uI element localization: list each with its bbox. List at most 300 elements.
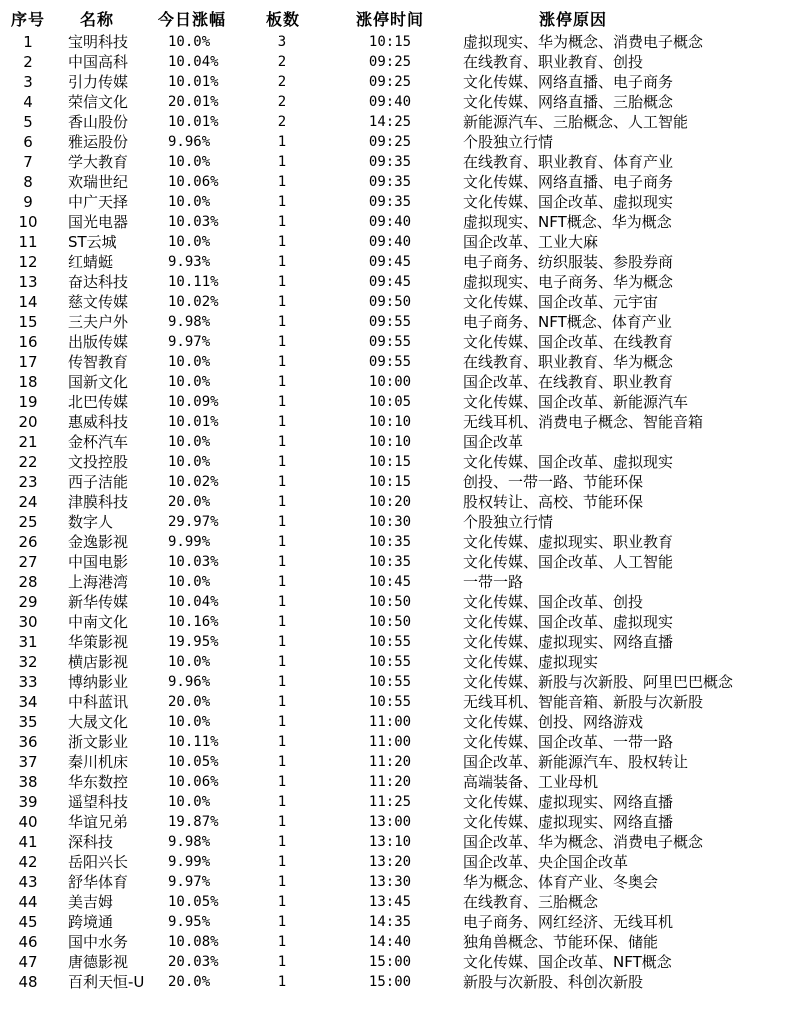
row-change: 10.0%	[168, 714, 211, 730]
table-row	[0, 812, 800, 832]
row-limit-time: 13:45	[368, 894, 412, 910]
row-reason: 在线教育、职业教育、华为概念	[463, 353, 674, 371]
table-row	[0, 32, 800, 52]
row-boards: 3	[277, 34, 287, 50]
row-reason: 文化传媒、国企改革、元宇宙	[463, 293, 659, 311]
table-row	[0, 272, 800, 292]
row-boards: 1	[277, 834, 287, 850]
table-row	[0, 512, 800, 532]
row-reason: 文化传媒、国企改革、新能源汽车	[463, 393, 689, 411]
row-name: 中南文化	[68, 613, 129, 631]
table-row	[0, 152, 800, 172]
row-name: 新华传媒	[68, 593, 129, 611]
row-limit-time: 10:15	[368, 454, 412, 470]
row-boards: 1	[277, 354, 287, 370]
row-change: 10.0%	[168, 194, 211, 210]
row-reason: 虚拟现实、电子商务、华为概念	[463, 273, 674, 291]
row-reason: 国企改革、央企国企改革	[463, 853, 629, 871]
row-boards: 1	[277, 574, 287, 590]
table-row	[0, 332, 800, 352]
row-index: 13	[18, 273, 38, 291]
row-index: 3	[23, 73, 33, 91]
row-limit-time: 15:00	[368, 974, 412, 990]
row-index: 47	[18, 953, 38, 971]
row-change: 10.04%	[168, 594, 219, 610]
row-limit-time: 10:05	[368, 394, 412, 410]
row-boards: 2	[277, 74, 287, 90]
row-change: 10.04%	[168, 54, 219, 70]
row-boards: 1	[277, 694, 287, 710]
table-header	[0, 8, 800, 32]
table-row	[0, 252, 800, 272]
row-boards: 1	[277, 954, 287, 970]
row-boards: 1	[277, 454, 287, 470]
row-change: 9.97%	[168, 874, 211, 890]
row-change: 10.09%	[168, 394, 219, 410]
table-row	[0, 112, 800, 132]
row-index: 2	[23, 53, 33, 71]
table-row	[0, 672, 800, 692]
row-name: 西子洁能	[68, 473, 129, 491]
row-index: 5	[23, 113, 33, 131]
row-reason: 华为概念、体育产业、冬奥会	[463, 873, 659, 891]
row-boards: 1	[277, 814, 287, 830]
row-reason: 国企改革	[463, 433, 524, 451]
table-row	[0, 912, 800, 932]
row-limit-time: 10:55	[368, 654, 412, 670]
row-boards: 1	[277, 274, 287, 290]
table-row	[0, 412, 800, 432]
row-index: 42	[18, 853, 38, 871]
row-limit-time: 09:35	[368, 154, 412, 170]
row-index: 45	[18, 913, 38, 931]
row-limit-time: 09:45	[368, 254, 412, 270]
row-name: 引力传媒	[68, 73, 129, 91]
row-index: 4	[23, 93, 33, 111]
row-limit-time: 11:25	[368, 794, 412, 810]
row-change: 9.99%	[168, 534, 211, 550]
row-reason: 电子商务、网红经济、无线耳机	[463, 913, 674, 931]
row-index: 37	[18, 753, 38, 771]
row-change: 10.11%	[168, 274, 219, 290]
row-name: 舒华体育	[68, 873, 129, 891]
table-row	[0, 632, 800, 652]
row-change: 9.95%	[168, 914, 211, 930]
row-boards: 1	[277, 774, 287, 790]
row-boards: 2	[277, 114, 287, 130]
row-change: 9.93%	[168, 254, 211, 270]
row-limit-time: 10:10	[368, 434, 412, 450]
row-limit-time: 09:55	[368, 354, 412, 370]
row-change: 9.99%	[168, 854, 211, 870]
row-boards: 1	[277, 554, 287, 570]
row-index: 48	[18, 973, 38, 991]
row-index: 44	[18, 893, 38, 911]
row-boards: 1	[277, 494, 287, 510]
row-reason: 文化传媒、网络直播、电子商务	[463, 173, 674, 191]
row-name: 唐德影视	[68, 953, 129, 971]
row-boards: 1	[277, 534, 287, 550]
row-boards: 1	[277, 794, 287, 810]
table-body	[0, 32, 800, 992]
row-index: 10	[18, 213, 38, 231]
row-name: 数字人	[68, 513, 114, 531]
row-limit-time: 09:25	[368, 134, 412, 150]
row-change: 10.0%	[168, 654, 211, 670]
table-row	[0, 872, 800, 892]
row-index: 7	[23, 153, 33, 171]
table-row	[0, 652, 800, 672]
limit-up-table	[0, 8, 800, 992]
table-row	[0, 172, 800, 192]
row-reason: 独角兽概念、节能环保、储能	[463, 933, 659, 951]
row-boards: 1	[277, 614, 287, 630]
row-index: 29	[18, 593, 38, 611]
row-boards: 1	[277, 874, 287, 890]
row-reason: 文化传媒、国企改革、人工智能	[463, 553, 674, 571]
row-boards: 1	[277, 334, 287, 350]
row-boards: 1	[277, 134, 287, 150]
header-change: 今日涨幅	[158, 10, 227, 29]
row-index: 15	[18, 313, 38, 331]
table-row	[0, 852, 800, 872]
row-index: 20	[18, 413, 38, 431]
row-change: 20.0%	[168, 694, 211, 710]
row-change: 9.98%	[168, 314, 211, 330]
row-change: 9.98%	[168, 834, 211, 850]
table-row	[0, 232, 800, 252]
row-reason: 虚拟现实、NFT概念、华为概念	[463, 213, 672, 231]
row-limit-time: 10:20	[368, 494, 412, 510]
row-index: 17	[18, 353, 38, 371]
row-reason: 国企改革、工业大麻	[463, 233, 599, 251]
row-change: 19.95%	[168, 634, 219, 650]
row-name: ST云城	[68, 233, 117, 251]
row-reason: 股权转让、高校、节能环保	[463, 493, 644, 511]
row-limit-time: 10:10	[368, 414, 412, 430]
table-row	[0, 532, 800, 552]
row-name: 上海港湾	[68, 573, 129, 591]
row-index: 33	[18, 673, 38, 691]
row-name: 学大教育	[68, 153, 129, 171]
table-row	[0, 52, 800, 72]
row-limit-time: 09:35	[368, 174, 412, 190]
row-index: 6	[23, 133, 33, 151]
row-index: 41	[18, 833, 38, 851]
row-change: 10.0%	[168, 34, 211, 50]
row-index: 38	[18, 773, 38, 791]
table-row	[0, 732, 800, 752]
row-name: 百利天恒-U	[68, 973, 145, 991]
table-row	[0, 952, 800, 972]
row-index: 1	[23, 33, 33, 51]
table-row	[0, 832, 800, 852]
row-change: 10.02%	[168, 294, 219, 310]
row-limit-time: 09:40	[368, 94, 412, 110]
row-index: 19	[18, 393, 38, 411]
row-name: 跨境通	[68, 913, 114, 931]
row-limit-time: 10:35	[368, 554, 412, 570]
row-boards: 1	[277, 294, 287, 310]
row-change: 9.97%	[168, 334, 211, 350]
row-limit-time: 10:50	[368, 594, 412, 610]
row-index: 24	[18, 493, 38, 511]
row-limit-time: 10:55	[368, 694, 412, 710]
row-limit-time: 14:40	[368, 934, 412, 950]
table-row	[0, 452, 800, 472]
row-change: 10.05%	[168, 894, 219, 910]
row-name: 大晟文化	[68, 713, 129, 731]
row-limit-time: 13:30	[368, 874, 412, 890]
row-boards: 1	[277, 654, 287, 670]
row-boards: 1	[277, 194, 287, 210]
table-row	[0, 792, 800, 812]
row-change: 9.96%	[168, 674, 211, 690]
row-boards: 1	[277, 934, 287, 950]
row-reason: 在线教育、三胎概念	[463, 893, 599, 911]
row-name: 三夫户外	[68, 313, 129, 331]
row-boards: 1	[277, 894, 287, 910]
row-index: 21	[18, 433, 38, 451]
row-name: 国中水务	[68, 933, 129, 951]
row-change: 20.0%	[168, 494, 211, 510]
row-change: 10.16%	[168, 614, 219, 630]
row-reason: 文化传媒、新股与次新股、阿里巴巴概念	[463, 673, 734, 691]
table-row	[0, 692, 800, 712]
row-reason: 在线教育、职业教育、体育产业	[463, 153, 674, 171]
row-index: 35	[18, 713, 38, 731]
row-reason: 高端装备、工业母机	[463, 773, 599, 791]
row-change: 10.05%	[168, 754, 219, 770]
row-index: 27	[18, 553, 38, 571]
header-limit-time: 涨停时间	[355, 10, 424, 29]
row-name: 华谊兄弟	[68, 813, 129, 831]
header-name: 名称	[80, 10, 115, 29]
row-boards: 1	[277, 254, 287, 270]
row-boards: 1	[277, 174, 287, 190]
row-boards: 1	[277, 314, 287, 330]
row-limit-time: 10:55	[368, 674, 412, 690]
row-boards: 2	[277, 94, 287, 110]
row-limit-time: 09:45	[368, 274, 412, 290]
row-reason: 创投、一带一路、节能环保	[463, 473, 644, 491]
row-name: 遥望科技	[68, 793, 129, 811]
row-limit-time: 09:35	[368, 194, 412, 210]
table-row	[0, 292, 800, 312]
row-limit-time: 10:50	[368, 614, 412, 630]
row-name: 香山股份	[68, 113, 129, 131]
row-boards: 1	[277, 634, 287, 650]
row-index: 39	[18, 793, 38, 811]
row-reason: 文化传媒、国企改革、NFT概念	[463, 953, 672, 971]
row-limit-time: 13:00	[368, 814, 412, 830]
row-change: 9.96%	[168, 134, 211, 150]
header-boards: 板数	[265, 10, 300, 29]
row-limit-time: 15:00	[368, 954, 412, 970]
row-boards: 1	[277, 914, 287, 930]
row-change: 29.97%	[168, 514, 219, 530]
row-limit-time: 13:20	[368, 854, 412, 870]
row-name: 美吉姆	[68, 893, 114, 911]
row-limit-time: 11:20	[368, 774, 412, 790]
header-reason: 涨停原因	[538, 10, 607, 29]
row-index: 46	[18, 933, 38, 951]
row-change: 10.01%	[168, 114, 219, 130]
table-row	[0, 372, 800, 392]
row-name: 国新文化	[68, 373, 129, 391]
row-name: 华策影视	[68, 633, 129, 651]
row-change: 10.0%	[168, 794, 211, 810]
row-reason: 文化传媒、虚拟现实、职业教育	[463, 533, 674, 551]
row-index: 11	[18, 233, 38, 251]
row-change: 10.03%	[168, 554, 219, 570]
table-row	[0, 712, 800, 732]
row-change: 10.0%	[168, 434, 211, 450]
table-row	[0, 892, 800, 912]
row-boards: 1	[277, 434, 287, 450]
row-boards: 2	[277, 54, 287, 70]
row-change: 20.03%	[168, 954, 219, 970]
row-change: 10.01%	[168, 414, 219, 430]
row-reason: 虚拟现实、华为概念、消费电子概念	[463, 33, 704, 51]
table-row	[0, 552, 800, 572]
row-limit-time: 10:55	[368, 634, 412, 650]
row-name: 津膜科技	[68, 493, 129, 511]
row-name: 深科技	[68, 833, 114, 851]
row-index: 14	[18, 293, 38, 311]
row-boards: 1	[277, 394, 287, 410]
row-reason: 新能源汽车、三胎概念、人工智能	[463, 113, 689, 131]
row-limit-time: 10:15	[368, 474, 412, 490]
row-index: 8	[23, 173, 33, 191]
table-row	[0, 312, 800, 332]
row-change: 10.0%	[168, 354, 211, 370]
row-boards: 1	[277, 234, 287, 250]
table-row	[0, 72, 800, 92]
row-limit-time: 14:25	[368, 114, 412, 130]
row-change: 10.06%	[168, 774, 219, 790]
row-change: 20.0%	[168, 974, 211, 990]
row-index: 36	[18, 733, 38, 751]
table-row	[0, 472, 800, 492]
row-change: 10.0%	[168, 154, 211, 170]
row-boards: 1	[277, 374, 287, 390]
table-row	[0, 932, 800, 952]
row-name: 传智教育	[68, 353, 129, 371]
row-reason: 文化传媒、网络直播、电子商务	[463, 73, 674, 91]
row-name: 博纳影业	[68, 673, 129, 691]
row-boards: 1	[277, 734, 287, 750]
row-index: 12	[18, 253, 38, 271]
row-reason: 文化传媒、国企改革、创投	[463, 593, 644, 611]
row-name: 秦川机床	[68, 753, 129, 771]
row-change: 10.0%	[168, 374, 211, 390]
row-change: 19.87%	[168, 814, 219, 830]
row-name: 雅运股份	[68, 133, 129, 151]
header-index: 序号	[10, 10, 45, 29]
row-limit-time: 10:30	[368, 514, 412, 530]
row-boards: 1	[277, 474, 287, 490]
row-index: 40	[18, 813, 38, 831]
row-change: 10.0%	[168, 454, 211, 470]
row-limit-time: 09:25	[368, 54, 412, 70]
row-name: 金逸影视	[68, 533, 129, 551]
row-change: 10.01%	[168, 74, 219, 90]
row-index: 9	[23, 193, 33, 211]
row-name: 中广天择	[68, 193, 129, 211]
row-change: 10.08%	[168, 934, 219, 950]
table-row	[0, 132, 800, 152]
row-reason: 无线耳机、消费电子概念、智能音箱	[463, 413, 704, 431]
row-limit-time: 14:35	[368, 914, 412, 930]
row-limit-time: 11:00	[368, 714, 412, 730]
row-change: 10.0%	[168, 574, 211, 590]
row-reason: 无线耳机、智能音箱、新股与次新股	[463, 693, 704, 711]
row-limit-time: 11:00	[368, 734, 412, 750]
row-limit-time: 10:00	[368, 374, 412, 390]
row-name: 奋达科技	[68, 273, 129, 291]
row-index: 23	[18, 473, 38, 491]
row-limit-time: 09:25	[368, 74, 412, 90]
row-name: 中国高科	[68, 53, 129, 71]
row-name: 国光电器	[68, 213, 129, 231]
row-name: 欢瑞世纪	[68, 173, 129, 191]
row-limit-time: 11:20	[368, 754, 412, 770]
row-index: 22	[18, 453, 38, 471]
table-row	[0, 212, 800, 232]
row-index: 43	[18, 873, 38, 891]
row-reason: 国企改革、在线教育、职业教育	[463, 373, 674, 391]
table-row	[0, 492, 800, 512]
row-name: 横店影视	[68, 653, 129, 671]
row-index: 34	[18, 693, 38, 711]
row-reason: 在线教育、职业教育、创投	[463, 53, 644, 71]
row-name: 岳阳兴长	[68, 853, 129, 871]
row-boards: 1	[277, 674, 287, 690]
row-reason: 新股与次新股、科创次新股	[463, 973, 644, 991]
table-row	[0, 192, 800, 212]
row-name: 出版传媒	[68, 333, 129, 351]
row-reason: 国企改革、华为概念、消费电子概念	[463, 833, 704, 851]
row-index: 26	[18, 533, 38, 551]
table-row	[0, 92, 800, 112]
row-limit-time: 09:40	[368, 234, 412, 250]
row-reason: 文化传媒、虚拟现实、网络直播	[463, 633, 674, 651]
row-change: 10.06%	[168, 174, 219, 190]
row-reason: 文化传媒、国企改革、在线教育	[463, 333, 674, 351]
table-row	[0, 772, 800, 792]
row-name: 惠威科技	[68, 413, 129, 431]
row-name: 文投控股	[68, 453, 129, 471]
row-index: 18	[18, 373, 38, 391]
row-reason: 文化传媒、国企改革、虚拟现实	[463, 453, 674, 471]
row-index: 32	[18, 653, 38, 671]
table-row	[0, 612, 800, 632]
table-row	[0, 432, 800, 452]
row-boards: 1	[277, 594, 287, 610]
row-name: 中国电影	[68, 553, 129, 571]
row-name: 中科蓝讯	[68, 693, 129, 711]
row-reason: 个股独立行情	[463, 133, 554, 151]
row-name: 红蜻蜓	[68, 253, 114, 271]
table-row	[0, 972, 800, 992]
row-index: 31	[18, 633, 38, 651]
row-reason: 文化传媒、国企改革、一带一路	[463, 733, 674, 751]
table-row	[0, 352, 800, 372]
row-name: 慈文传媒	[68, 293, 129, 311]
row-reason: 电子商务、纺织服装、参股券商	[463, 253, 674, 271]
row-limit-time: 13:10	[368, 834, 412, 850]
